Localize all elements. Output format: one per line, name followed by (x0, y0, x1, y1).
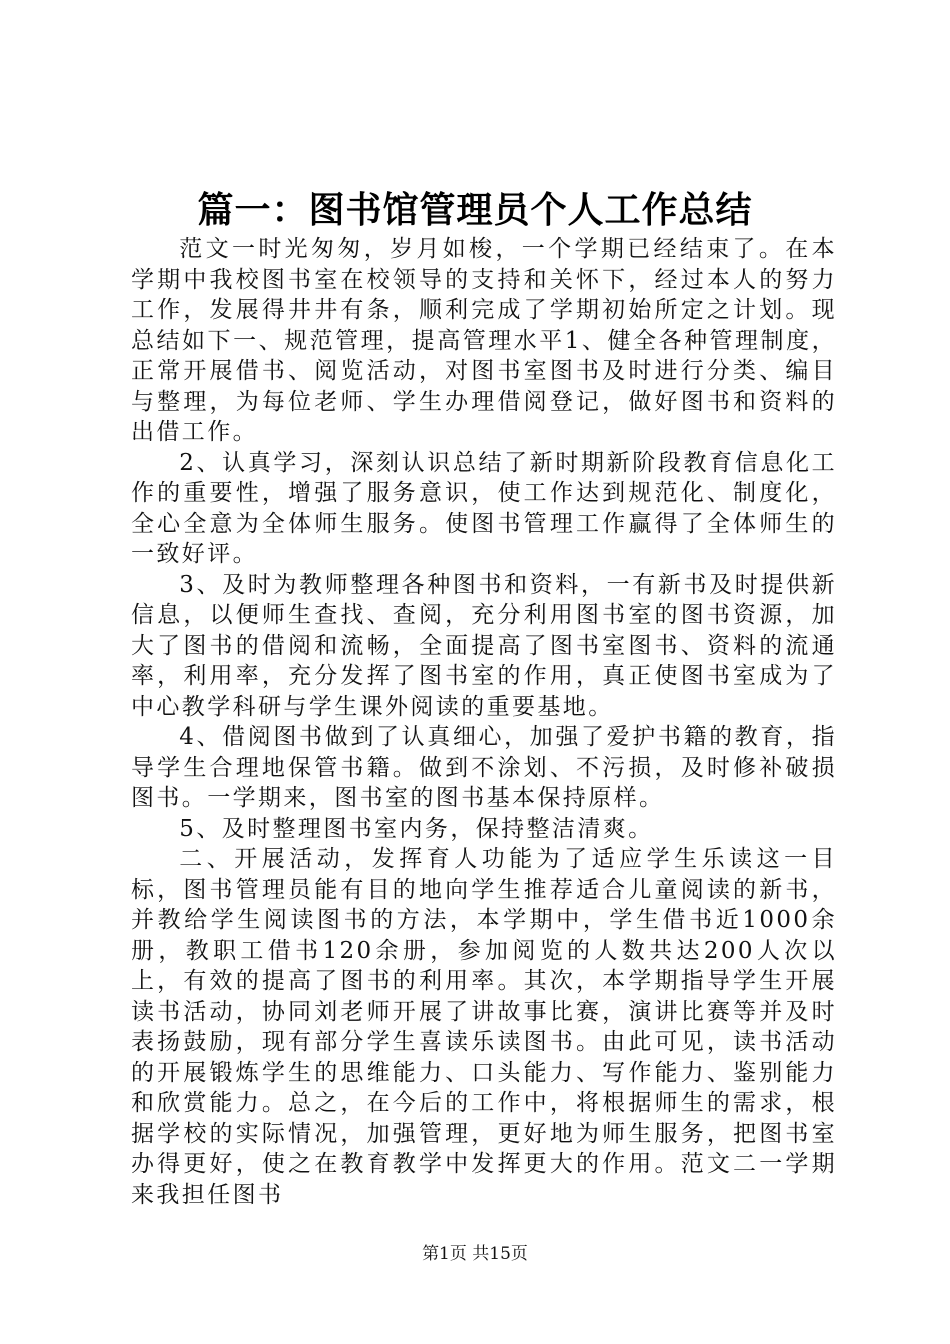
paragraph-2: 2、认真学习，深刻认识总结了新时期新阶段教育信息化工作的重要性，增强了服务意识，使工作达到规范化、制度化，全心全意为全体师生服务。使图书管理工作赢得了全体师生的一致好评。 (131, 449, 837, 567)
document-body (131, 234, 837, 1210)
paragraph-5: 5、及时整理图书室内务，保持整洁清爽。 (179, 815, 654, 842)
paragraph-6: 二、开展活动，发挥育人功能为了适应学生乐读这一目标，图书管理员能有目的地向学生推荐适合儿童阅读的新书，并教给学生阅读图书的方法，本学期中，学生借书近1000余册，教职工借书120余册，参加阅览的人数共达200人次以上，有效的提高了图书的利用率。其次，本学期指导学生开展读书活动，协同刘老师开展了讲故事比赛，演讲比赛等并及时表扬鼓励，现有部分学生喜读乐读图书。由此可见，读书活动的开展锻炼学生的思维能力、口头能力、写作能力、鉴别能力和欣赏能力。总之，在今后的工作中，将根据师生的需求，根据学校的实际情况，加强管理，更好地为师生服务，把图书室办得更好，使之在教育教学中发挥更大的作用。范文二一学期来我担任图书 (131, 846, 837, 1208)
page-number-footer: 第1页 共15页 (422, 1244, 528, 1264)
paragraph-4: 4、借阅图书做到了认真细心，加强了爱护书籍的教育，指导学生合理地保管书籍。做到不涂划、不污损，及时修补破损图书。一学期来，图书室的图书基本保持原样。 (131, 724, 837, 811)
paragraph-3: 3、及时为教师整理各种图书和资料，一有新书及时提供新信息，以便师生查找、查阅，充分利用图书室的图书资源，加大了图书的借阅和流畅，全面提高了图书室图书、资料的流通率，利用率，充分发挥了图书室的作用，真正使图书室成为了中心教学科研与学生课外阅读的重要基地。 (131, 571, 837, 720)
paragraph-1: 范文一时光匆匆，岁月如梭，一个学期已经结束了。在本学期中我校图书室在校领导的支持和关怀下，经过本人的努力工作，发展得井井有条，顺利完成了学期初始所定之计划。现总结如下一、规范管理，提高管理水平1、健全各种管理制度，正常开展借书、阅览活动，对图书室图书及时进行分类、编目与整理，为每位老师、学生办理借阅登记，做好图书和资料的出借工作。 (131, 236, 837, 445)
document-title: 篇一：图书馆管理员个人工作总结 (197, 190, 753, 231)
